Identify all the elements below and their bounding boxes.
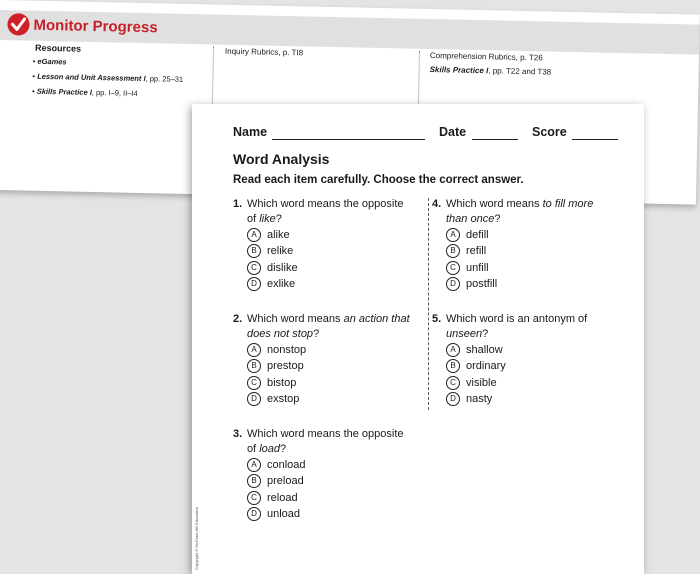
option-text: refill bbox=[466, 245, 487, 258]
option-text: shallow bbox=[466, 344, 503, 357]
option-bubble[interactable]: C bbox=[247, 376, 261, 390]
question-number: 4. bbox=[432, 198, 442, 210]
resource-item: • Lesson and Unit Assessment I, pp. 25–31 bbox=[32, 71, 184, 84]
answer-option[interactable] bbox=[446, 375, 612, 391]
answer-option[interactable] bbox=[247, 227, 413, 243]
answer-option[interactable] bbox=[247, 506, 413, 522]
option-text: dislike bbox=[267, 261, 298, 274]
option-bubble[interactable]: D bbox=[446, 277, 460, 291]
question-5 bbox=[432, 312, 612, 407]
option-text: visible bbox=[466, 376, 497, 389]
comprehension-rubrics-text: Comprehension Rubrics, p. T26 bbox=[429, 51, 543, 63]
score-field-line bbox=[572, 139, 618, 140]
answer-option[interactable] bbox=[247, 260, 413, 276]
question-1 bbox=[233, 197, 413, 292]
question-number: 3. bbox=[233, 428, 243, 440]
option-bubble[interactable]: C bbox=[247, 491, 261, 505]
option-text: postfill bbox=[466, 277, 498, 290]
answer-option[interactable] bbox=[446, 227, 612, 243]
option-bubble[interactable]: D bbox=[247, 277, 261, 291]
option-bubble[interactable]: B bbox=[446, 244, 460, 258]
option-bubble[interactable]: A bbox=[247, 458, 261, 472]
answer-option[interactable] bbox=[247, 473, 413, 489]
option-bubble[interactable]: B bbox=[446, 359, 460, 373]
answer-option[interactable] bbox=[247, 276, 413, 292]
option-bubble[interactable]: A bbox=[247, 228, 261, 242]
option-text: unfill bbox=[466, 261, 489, 274]
checkmark-icon bbox=[7, 13, 29, 35]
option-text: relike bbox=[267, 245, 294, 258]
option-text: preload bbox=[267, 475, 304, 488]
option-text: prestop bbox=[267, 360, 304, 373]
option-bubble[interactable]: B bbox=[247, 359, 261, 373]
answer-option[interactable] bbox=[247, 358, 413, 374]
name-label: Name bbox=[233, 125, 268, 139]
question-number: 5. bbox=[432, 313, 442, 325]
option-bubble[interactable]: A bbox=[247, 343, 261, 357]
resource-item: • Skills Practice I, pp. I–9, II–I4 bbox=[32, 86, 138, 98]
question-text: Which word means the opposite of like? bbox=[247, 198, 404, 225]
option-text: ordinary bbox=[466, 360, 506, 373]
answer-option[interactable] bbox=[446, 358, 612, 374]
option-bubble[interactable]: C bbox=[247, 261, 261, 275]
question-text: Which word means to fill more than once? bbox=[446, 198, 594, 225]
resources-heading: Resources bbox=[34, 42, 82, 54]
answer-option[interactable] bbox=[446, 243, 612, 259]
copyright-text: Copyright © McGraw-Hill Education bbox=[194, 507, 199, 570]
answer-option[interactable] bbox=[247, 457, 413, 473]
option-bubble[interactable]: B bbox=[247, 474, 261, 488]
score-label: Score bbox=[532, 125, 567, 139]
column-divider bbox=[428, 198, 429, 410]
question-3 bbox=[233, 427, 413, 522]
resource-item: • eGames bbox=[32, 56, 67, 67]
option-text: exstop bbox=[267, 392, 300, 405]
monitor-progress-bar bbox=[0, 10, 700, 55]
option-bubble[interactable]: C bbox=[446, 261, 460, 275]
answer-option[interactable] bbox=[247, 375, 413, 391]
option-text: unload bbox=[267, 507, 301, 520]
option-text: nasty bbox=[466, 392, 493, 405]
question-number: 2. bbox=[233, 313, 243, 325]
section-title: Word Analysis bbox=[233, 151, 330, 167]
skills-practice-text: Skills Practice I, pp. T22 and T38 bbox=[429, 65, 552, 77]
option-text: alike bbox=[267, 229, 290, 242]
question-text: Which word means an action that does not stop? bbox=[247, 313, 410, 340]
answer-option[interactable] bbox=[446, 276, 612, 292]
answer-option[interactable] bbox=[446, 391, 612, 407]
answer-option[interactable] bbox=[446, 342, 612, 358]
option-bubble[interactable]: C bbox=[446, 376, 460, 390]
option-text: reload bbox=[267, 491, 298, 504]
answer-option[interactable] bbox=[446, 260, 612, 276]
question-number: 1. bbox=[233, 198, 243, 210]
option-text: defill bbox=[466, 229, 489, 242]
question-4 bbox=[432, 197, 612, 292]
option-text: conload bbox=[267, 459, 306, 472]
question-2 bbox=[233, 312, 413, 407]
name-field-line bbox=[272, 139, 425, 140]
option-text: nonstop bbox=[267, 344, 307, 357]
option-text: bistop bbox=[267, 376, 297, 389]
date-field-line bbox=[472, 139, 518, 140]
answer-option[interactable] bbox=[247, 342, 413, 358]
monitor-progress-title: Monitor Progress bbox=[33, 16, 158, 37]
inquiry-rubrics-text: Inquiry Rubrics, p. TI8 bbox=[224, 46, 304, 58]
question-text: Which word means the opposite of load? bbox=[247, 428, 404, 455]
answer-option[interactable] bbox=[247, 243, 413, 259]
option-text: exlike bbox=[267, 277, 296, 290]
option-bubble[interactable]: D bbox=[247, 392, 261, 406]
answer-option[interactable] bbox=[247, 490, 413, 506]
option-bubble[interactable]: D bbox=[247, 507, 261, 521]
option-bubble[interactable]: B bbox=[247, 244, 261, 258]
option-bubble[interactable]: D bbox=[446, 392, 460, 406]
worksheet-page bbox=[192, 104, 644, 574]
question-text: Which word is an antonym of unseen? bbox=[446, 313, 588, 340]
answer-option[interactable] bbox=[247, 391, 413, 407]
option-bubble[interactable]: A bbox=[446, 343, 460, 357]
instructions: Read each item carefully. Choose the correct answer. bbox=[233, 174, 524, 186]
option-bubble[interactable]: A bbox=[446, 228, 460, 242]
date-label: Date bbox=[439, 125, 467, 139]
